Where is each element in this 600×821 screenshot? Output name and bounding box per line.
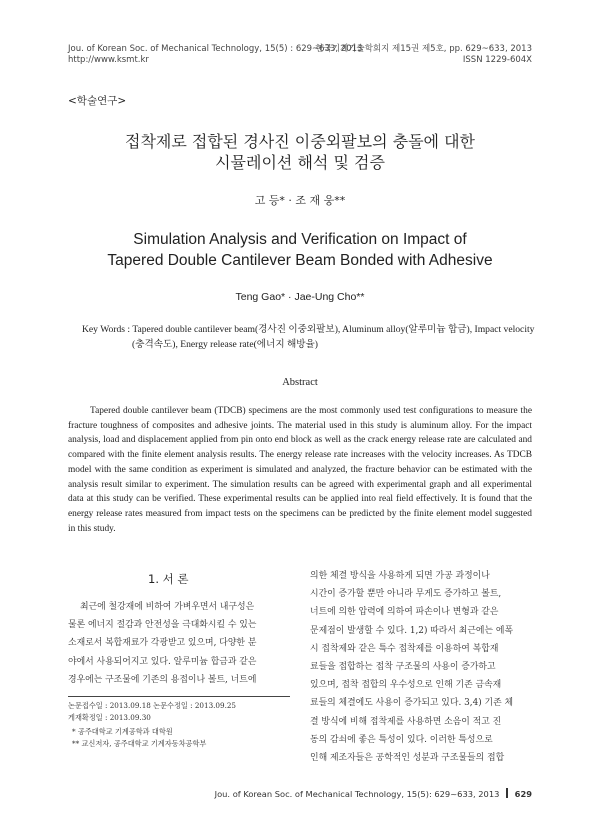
keywords-label: Key Words : <box>82 324 133 335</box>
intro-line: 최근에 철강재에 비하여 가벼우면서 내구성은 <box>80 602 255 612</box>
affiliation-2: ** 교신저자, 공주대학교 기계자동차공학부 <box>72 738 207 748</box>
keywords <box>82 322 542 352</box>
title-korean-line2: 시뮬레이션 해석 및 검증 <box>215 153 385 172</box>
title-korean-line1: 접착제로 접합된 경사진 이중외팔보의 충돌에 대한 <box>124 132 475 151</box>
abstract-body: Tapered double cantilever beam (TDCB) specimens are the most commonly used test configurations to measure the fracture toughness of composites and adhesive joints. The material used in this study is aluminum alloy. For the impact analysis, load and displacement applied from pin onto end block as well as the crack energy release rate are calculated and compared with the finite element analysis results. The energy release rate increases with the velocity increases. As TDCB model with the same condition as experiment is simulated and analyzed, the fracture behavior can be estimated with the analysis result similar to experiment. The simulation results can be agreed with experimental graph and all experimental data at this study can be verified. These experimental results can be applied into real field effectively. It is found that the energy release rates measured from impact tests on the specimens can be predicted by the finite element model suggested in this study. <box>68 406 532 534</box>
intro-line: 료들의 체결에도 사용이 증가되고 있다. 3,4) 기존 체 <box>310 698 514 709</box>
title-english-line1: Simulation Analysis and Verification on Impact of <box>133 231 467 248</box>
intro-line: 인해 제조자들은 공학적인 성분과 구조물들의 접합 <box>310 753 505 764</box>
journal-citation: Jou. of Korean Soc. of Mechanical Technology, 15(5) : 629~633, 2013 <box>68 44 363 54</box>
keywords-line1: Key Words : Tapered double cantilever beam(경사진 이중외팔보), Aluminum alloy(알루미늄 합금), Impact velocity <box>82 324 535 335</box>
authors-korean: 고 등* · 조 재 웅** <box>254 194 346 207</box>
page-number: 629 <box>514 789 532 799</box>
intro-line: 소재로서 복합재료가 각광받고 있으며, 다양한 분 <box>68 638 257 649</box>
journal-url[interactable]: http://www.ksmt.kr <box>68 55 149 65</box>
footer-citation: Jou. of Korean Soc. of Mechanical Technology, 15(5): 629~633, 2013 <box>214 789 500 799</box>
intro-line: 있으며, 접착 접합의 우수성으로 인해 기존 금속재 <box>310 680 502 691</box>
abstract-heading: Abstract <box>282 377 318 388</box>
intro-line: 료들을 접합하는 접착 구조물의 사용이 증가하고 <box>310 662 496 673</box>
issn: ISSN 1229-604X <box>462 55 532 65</box>
accepted-date: 게재확정일 : 2013.09.30 <box>68 712 151 722</box>
received-dates: 논문접수일 : 2013.09.18 논문수정일 : 2013.09.25 <box>68 701 237 710</box>
intro-line: 시간이 증가할 뿐만 아니라 무게도 증가하고 볼트, <box>310 589 502 600</box>
footer-separator <box>506 788 508 798</box>
keywords-line2: (충격속도), Energy release rate(에너지 해방율) <box>132 339 318 350</box>
intro-line: 물론 에너지 절감과 안전성을 극대화시킬 수 있는 <box>68 620 257 631</box>
authors-english: Teng Gao* · Jae-Ung Cho** <box>235 291 365 303</box>
intro-line: 경우에는 구조물에 기존의 용접이나 볼트, 너트에 <box>68 674 257 685</box>
intro-right-column <box>310 567 532 767</box>
category-tag: <학술연구> <box>68 95 127 107</box>
title-english-line2: Tapered Double Cantilever Beam Bonded with Adhesive <box>107 252 493 269</box>
intro-left-column <box>68 598 290 689</box>
journal-header-right <box>315 44 532 66</box>
affiliation-1: * 공주대학교 기계공학과 대학원 <box>72 727 173 736</box>
intro-line: 동의 감쇠에 좋은 특성이 있다. 이러한 특성으로 <box>310 734 493 745</box>
intro-line: 너트에 의한 압력에 의하여 파손이나 변형과 같은 <box>310 607 499 618</box>
intro-line: 결 방식에 비해 접착제를 사용하면 소음이 적고 진 <box>310 716 502 727</box>
intro-line: 의한 체결 방식을 사용하게 되면 가공 과정이나 <box>310 571 490 581</box>
page-footer <box>215 788 532 799</box>
intro-line: 시 접착제와 같은 특수 접착제를 이용하여 복합재 <box>310 643 499 654</box>
footnotes <box>68 700 293 749</box>
intro-line: 야에서 사용되어지고 있다. 알루미늄 합금과 같은 <box>68 656 257 667</box>
footnote-divider <box>68 696 290 697</box>
intro-line: 문제점이 발생할 수 있다. 1,2) 따라서 최근에는 에폭 <box>310 625 514 636</box>
section-heading-introduction: 1. 서 론 <box>148 572 189 586</box>
journal-citation-ko: 한국기계기술학회지 제15권 제5호, pp. 629~633, 2013 <box>315 44 532 54</box>
